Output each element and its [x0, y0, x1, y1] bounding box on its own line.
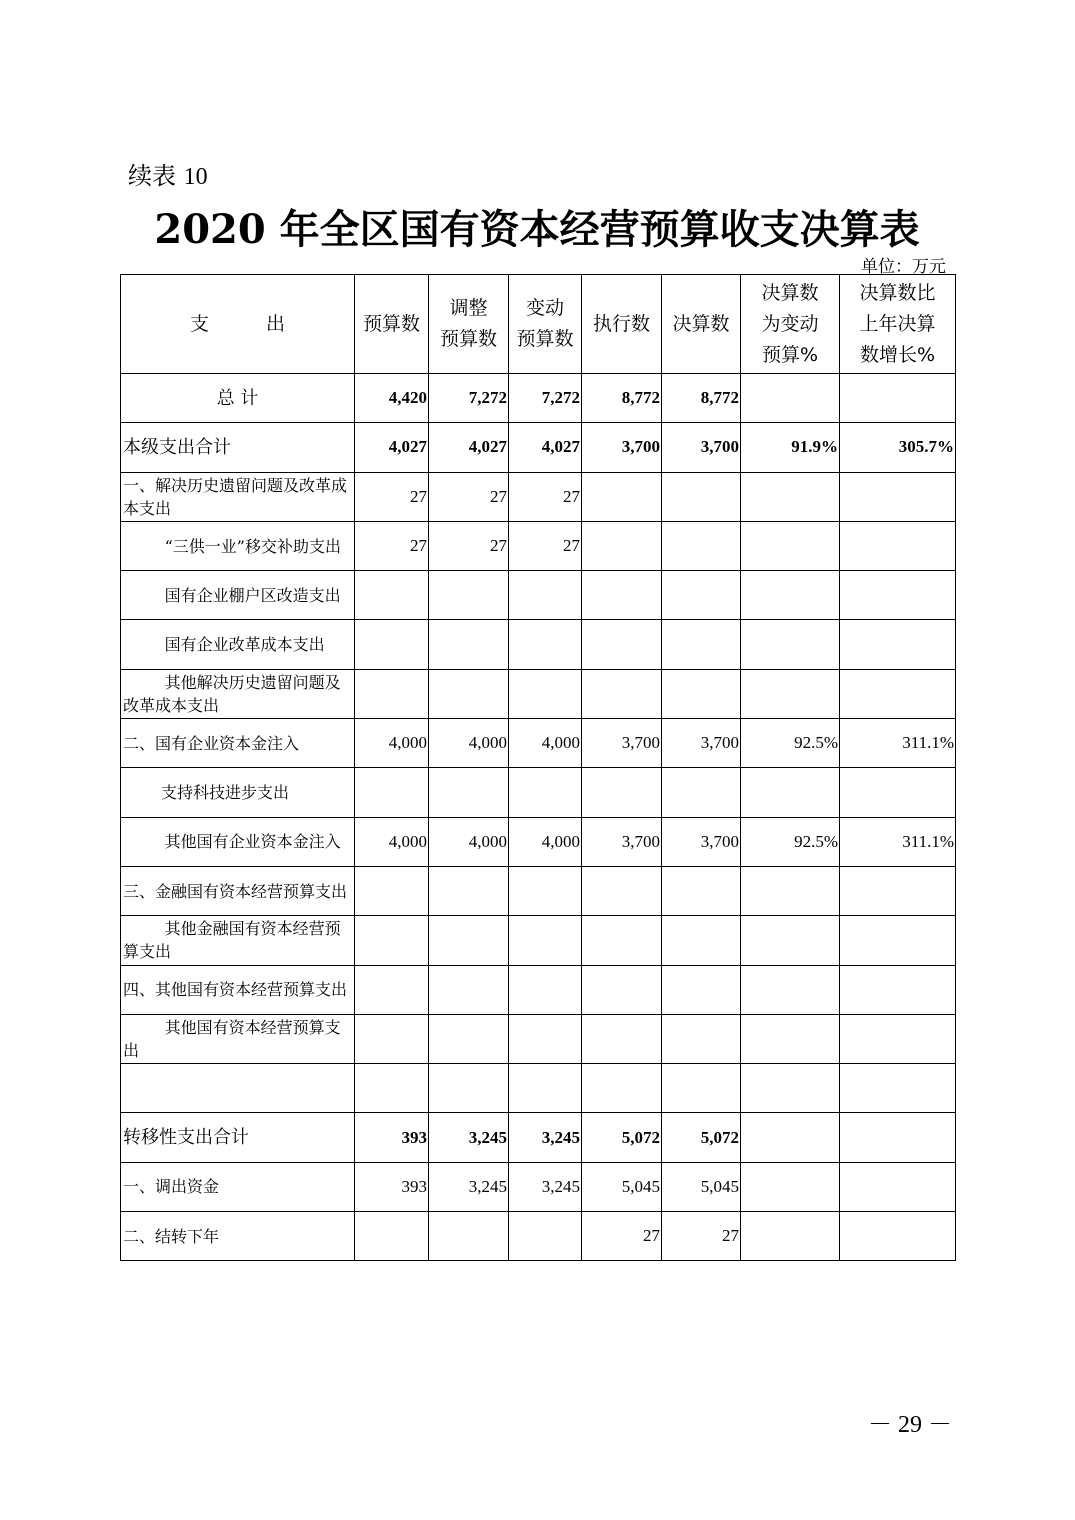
- row-label: 其他国有资本经营预算支出: [121, 1014, 355, 1063]
- table-cell: [741, 866, 840, 915]
- table-cell: [741, 768, 840, 817]
- table-cell: 7,272: [509, 374, 582, 423]
- table-cell: [355, 669, 429, 718]
- table-cell: [429, 669, 509, 718]
- table-cell: 27: [509, 521, 582, 570]
- table-cell: [429, 866, 509, 915]
- table-cell: 4,000: [509, 817, 582, 866]
- table-cell: 3,245: [429, 1113, 509, 1162]
- table-cell: [582, 768, 662, 817]
- table-cell: 3,245: [429, 1162, 509, 1211]
- table-cell: [840, 1113, 956, 1162]
- row-label: 一、调出资金: [121, 1162, 355, 1211]
- caption-number: 10: [183, 164, 208, 190]
- table-cell: 4,420: [355, 374, 429, 423]
- table-header-row: [121, 275, 956, 374]
- table-cell: [840, 965, 956, 1014]
- table-row: [121, 571, 956, 620]
- table-cell: [429, 1014, 509, 1063]
- table-cell: [509, 1212, 582, 1261]
- table-cell: 27: [355, 521, 429, 570]
- table-cell: [582, 669, 662, 718]
- row-label: 二、国有企业资本金注入: [121, 719, 355, 768]
- table-cell: [840, 1162, 956, 1211]
- table-cell: 3,700: [582, 817, 662, 866]
- table-row: [121, 521, 956, 570]
- table-cell: 27: [429, 521, 509, 570]
- table-cell: [509, 669, 582, 718]
- table-row: [121, 1014, 956, 1063]
- table-cell: [429, 1064, 509, 1113]
- table-cell: [741, 1113, 840, 1162]
- table-cell: [840, 669, 956, 718]
- table-cell: [509, 866, 582, 915]
- table-cell: [840, 620, 956, 669]
- table-cell: [840, 916, 956, 965]
- table-cell: 91.9%: [741, 423, 840, 472]
- table-cell: [662, 866, 741, 915]
- table-cell: [741, 571, 840, 620]
- table-cell: [840, 1014, 956, 1063]
- table-cell: [429, 1212, 509, 1261]
- row-label: 转移性支出合计: [121, 1113, 355, 1162]
- table-cell: 27: [509, 472, 582, 521]
- table-cell: 305.7%: [840, 423, 956, 472]
- table-row: [121, 916, 956, 965]
- table-cell: 7,272: [429, 374, 509, 423]
- table-cell: 4,000: [429, 719, 509, 768]
- row-label: 支持科技进步支出: [121, 768, 355, 817]
- table-cell: [582, 965, 662, 1014]
- table-cell: [355, 1212, 429, 1261]
- table-cell: [582, 620, 662, 669]
- table-row: [121, 423, 956, 472]
- table-cell: [355, 768, 429, 817]
- table-row: [121, 472, 956, 521]
- table-cell: [741, 916, 840, 965]
- table-cell: 92.5%: [741, 719, 840, 768]
- column-header: 调整 预算数: [429, 275, 509, 374]
- table-row: [121, 817, 956, 866]
- table-cell: [509, 768, 582, 817]
- table-cell: [582, 916, 662, 965]
- table-cell: [582, 472, 662, 521]
- table-cell: [840, 571, 956, 620]
- table-cell: [429, 965, 509, 1014]
- table-row: [121, 1064, 956, 1113]
- table-cell: [840, 866, 956, 915]
- table-cell: [662, 1014, 741, 1063]
- table-cell: [662, 768, 741, 817]
- table-cell: 8,772: [582, 374, 662, 423]
- table-cell: [662, 1064, 741, 1113]
- table-cell: [840, 472, 956, 521]
- table-cell: 3,245: [509, 1113, 582, 1162]
- table-cell: [509, 916, 582, 965]
- column-header: 决算数: [662, 275, 741, 374]
- table-cell: 4,000: [355, 817, 429, 866]
- table-row: [121, 1212, 956, 1261]
- column-header: 决算数 为变动 预算%: [741, 275, 840, 374]
- table-cell: 4,027: [509, 423, 582, 472]
- table-cell: [582, 866, 662, 915]
- table-cell: [840, 1212, 956, 1261]
- table-row: [121, 719, 956, 768]
- unit-label: 单位：万元: [861, 257, 946, 277]
- table-cell: [741, 1162, 840, 1211]
- table-cell: [741, 965, 840, 1014]
- table-cell: [355, 571, 429, 620]
- table-cell: [840, 1064, 956, 1113]
- table-cell: [355, 1014, 429, 1063]
- table-row: [121, 965, 956, 1014]
- table-cell: 4,027: [355, 423, 429, 472]
- table-cell: [741, 1014, 840, 1063]
- table-cell: [509, 620, 582, 669]
- table-cell: [582, 1014, 662, 1063]
- table-cell: [741, 374, 840, 423]
- table-cell: 3,245: [509, 1162, 582, 1211]
- table-cell: 92.5%: [741, 817, 840, 866]
- table-cell: 3,700: [582, 719, 662, 768]
- table-cell: 4,000: [429, 817, 509, 866]
- row-label: 四、其他国有资本经营预算支出: [121, 965, 355, 1014]
- row-label: 总 计: [121, 374, 355, 423]
- table-cell: [509, 1064, 582, 1113]
- table-cell: 5,045: [582, 1162, 662, 1211]
- table-cell: [662, 620, 741, 669]
- table-cell: [582, 571, 662, 620]
- table-cell: [582, 521, 662, 570]
- table-cell: [840, 374, 956, 423]
- table-cell: 3,700: [662, 719, 741, 768]
- table-cell: [355, 1064, 429, 1113]
- table-row: [121, 1113, 956, 1162]
- table-cell: 5,072: [662, 1113, 741, 1162]
- table-row: [121, 620, 956, 669]
- table-cell: 4,000: [355, 719, 429, 768]
- table-cell: 311.1%: [840, 817, 956, 866]
- row-label: 国有企业棚户区改造支出: [121, 571, 355, 620]
- table-cell: 27: [662, 1212, 741, 1261]
- table-cell: [840, 768, 956, 817]
- table-cell: [509, 571, 582, 620]
- table-row: [121, 1162, 956, 1211]
- row-label: 一、解决历史遗留问题及改革成本支出: [121, 472, 355, 521]
- table-cell: [662, 571, 741, 620]
- budget-table: [120, 274, 956, 1261]
- table-cell: [662, 965, 741, 1014]
- row-label: [121, 1064, 355, 1113]
- table-cell: [429, 571, 509, 620]
- table-cell: [582, 1064, 662, 1113]
- table-cell: 8,772: [662, 374, 741, 423]
- table-cell: [355, 866, 429, 915]
- row-label: 二、结转下年: [121, 1212, 355, 1261]
- table-cell: [662, 472, 741, 521]
- table-cell: [355, 965, 429, 1014]
- table-cell: [840, 521, 956, 570]
- column-header: 决算数比 上年决算 数增长%: [840, 275, 956, 374]
- table-cell: [662, 669, 741, 718]
- table-cell: 4,000: [509, 719, 582, 768]
- table-cell: [662, 916, 741, 965]
- table-cell: [509, 1014, 582, 1063]
- table-cell: [509, 965, 582, 1014]
- table-cell: 5,045: [662, 1162, 741, 1211]
- column-header: 变动 预算数: [509, 275, 582, 374]
- row-label: “三供一业”移交补助支出: [121, 521, 355, 570]
- table-cell: [741, 669, 840, 718]
- table-cell: [662, 521, 741, 570]
- caption-prefix: 续表: [128, 162, 176, 190]
- column-header: 预算数: [355, 275, 429, 374]
- table-cell: [741, 1212, 840, 1261]
- row-label: 其他国有企业资本金注入: [121, 817, 355, 866]
- table-cell: [355, 916, 429, 965]
- table-row: [121, 669, 956, 718]
- page-number: － 29 －: [868, 1412, 952, 1438]
- table-cell: 5,072: [582, 1113, 662, 1162]
- table-cell: [741, 472, 840, 521]
- row-label: 国有企业改革成本支出: [121, 620, 355, 669]
- row-label: 三、金融国有资本经营预算支出: [121, 866, 355, 915]
- table-cell: [741, 1064, 840, 1113]
- table-cell: 311.1%: [840, 719, 956, 768]
- table-body: [121, 374, 956, 1261]
- table-cell: [429, 620, 509, 669]
- table-caption: [128, 156, 208, 191]
- table-row: [121, 374, 956, 423]
- table-cell: [741, 620, 840, 669]
- table-cell: 27: [355, 472, 429, 521]
- table-row: [121, 768, 956, 817]
- table-cell: 3,700: [662, 423, 741, 472]
- table-cell: [429, 768, 509, 817]
- page-title: 2020 年全区国有资本经营预算收支决算表: [154, 206, 920, 253]
- table-cell: 3,700: [582, 423, 662, 472]
- column-header: 支 出: [121, 275, 355, 374]
- row-label: 其他解决历史遗留问题及改革成本支出: [121, 669, 355, 718]
- row-label: 本级支出合计: [121, 423, 355, 472]
- column-header: 执行数: [582, 275, 662, 374]
- row-label: 其他金融国有资本经营预算支出: [121, 916, 355, 965]
- table-cell: 27: [582, 1212, 662, 1261]
- table-cell: 393: [355, 1162, 429, 1211]
- table-cell: 27: [429, 472, 509, 521]
- table-row: [121, 866, 956, 915]
- table-cell: 393: [355, 1113, 429, 1162]
- table-cell: [429, 916, 509, 965]
- table-cell: [355, 620, 429, 669]
- table-cell: 3,700: [662, 817, 741, 866]
- table-cell: [741, 521, 840, 570]
- table-cell: 4,027: [429, 423, 509, 472]
